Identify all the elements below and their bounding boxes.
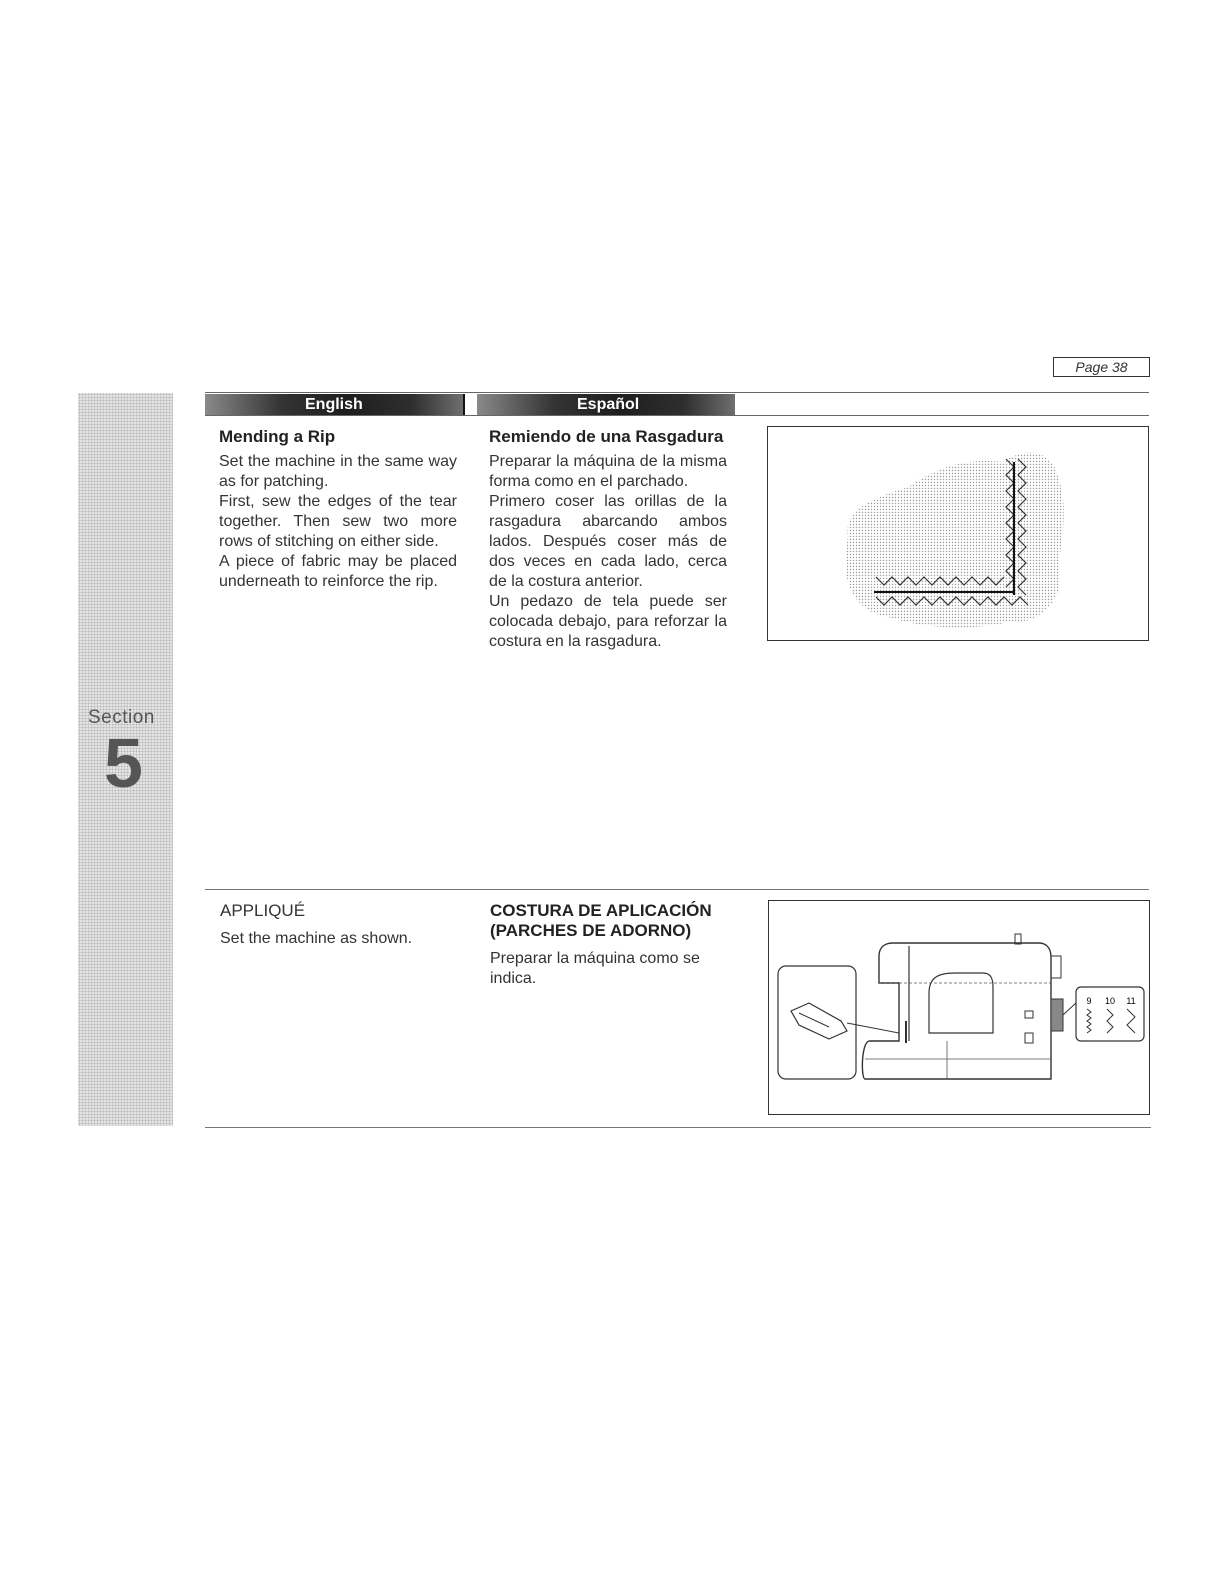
dial-pointer: [1063, 1003, 1076, 1015]
section-divider: [205, 889, 1149, 890]
fabric-patch: [845, 453, 1063, 628]
section-label: Section: [88, 707, 155, 728]
stitch-number-label: 9: [1086, 996, 1092, 1006]
section-number: 5: [104, 724, 143, 802]
pointer-line: [847, 1023, 899, 1033]
mending-es-paragraph: Un pedazo de tela puede ser colocada debajo, para reforzar la costura en la rasgadura.: [489, 593, 727, 650]
stitch-number-label: 10: [1104, 996, 1116, 1006]
sewing-machine-illustration: [768, 900, 1150, 1115]
english-header: English: [205, 394, 463, 415]
spanish-header: Español: [477, 394, 735, 415]
mending-es-text: [489, 452, 727, 652]
mending-en-paragraph: Set the machine in the same way as for patching.: [219, 453, 457, 490]
page-number: Page 38: [1053, 357, 1150, 377]
mending-es-paragraph: Preparar la máquina de la misma forma como en el parchado.: [489, 453, 727, 490]
header-bottom-rule: [205, 415, 1149, 416]
stitch-number-label: 11: [1126, 996, 1136, 1006]
rip-stitch-drawing: [768, 427, 1148, 640]
mending-en-title: Mending a Rip: [219, 427, 336, 446]
mending-illustration: [767, 426, 1149, 641]
machine-arm-opening: [929, 973, 993, 1033]
header-separator: [463, 394, 477, 415]
mending-en-text: [219, 452, 457, 592]
bobbin-winder: [1051, 956, 1061, 978]
bottom-rule: [205, 1127, 1151, 1128]
handwheel: [1051, 999, 1063, 1031]
mending-es-title: Remiendo de una Rasgadura: [489, 427, 724, 446]
applique-es-title-line: (PARCHES DE ADORNO): [490, 921, 692, 940]
mending-en-paragraph: A piece of fabric may be placed underneath to reinforce the rip.: [219, 553, 457, 590]
applique-es-text: Preparar la máquina como se indica.: [490, 950, 700, 987]
mending-es-paragraph: Primero coser las orillas de la rasgadura abarcando ambos lados. Después coser más de dos veces en cada lado, cerca de la costura anterior.: [489, 493, 727, 590]
header-top-rule: [205, 392, 1149, 393]
applique-es-title: [490, 901, 712, 941]
applique-es-title-line: COSTURA DE APLICACIÓN: [490, 901, 712, 920]
applique-en-title: APPLIQUÉ: [220, 901, 306, 920]
sewing-machine-drawing: [769, 901, 1149, 1114]
presser-foot-icon: [791, 1003, 847, 1039]
applique-en-text: Set the machine as shown.: [220, 930, 413, 947]
mending-en-paragraph: First, sew the edges of the tear together. Then sew two more rows of stitching on either side.: [219, 493, 457, 550]
